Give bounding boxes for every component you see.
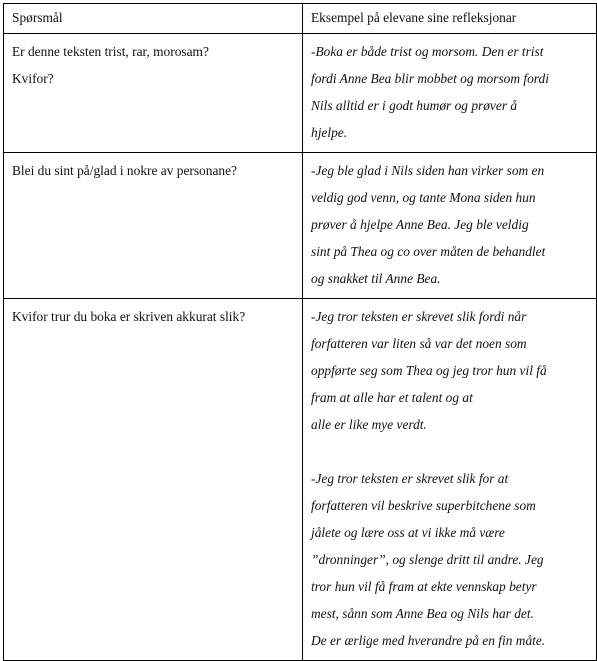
answer-text-line: forfatteren vil beskrive superbitchene som — [311, 498, 536, 513]
question-text-line: Kvifor? — [12, 71, 54, 86]
answer-text-line: De er ærlige med hverandre på en fin måte. — [311, 633, 546, 648]
answer-text-line: forfatteren var liten så var det noen som — [311, 336, 527, 351]
answer-text-line: og snakket til Anne Bea. — [311, 271, 441, 286]
answer-text-line: prøver å hjelpe Anne Bea. Jeg ble veldig — [311, 217, 529, 232]
answer-text-line: sint på Thea og co over måten de behandlet — [311, 244, 546, 259]
answer-cell — [303, 299, 597, 661]
answer-text-line: hjelpe. — [311, 125, 348, 140]
answer-text-line: ”dronninger”, og slenge dritt til andre. Jeg — [311, 552, 544, 567]
answer-text-line: -Jeg tror teksten er skrevet slik fordi når — [311, 309, 527, 324]
answer-cell — [303, 34, 597, 153]
answer-text-line: alle er like mye verdt. — [311, 417, 427, 432]
answer-text-line: oppførte seg som Thea og jeg tror hun vil få — [311, 363, 547, 378]
answer-text-line: tror hun vil få fram at ekte vennskap betyr — [311, 579, 537, 594]
answer-text-line: -Boka er både trist og morsom. Den er trist — [311, 44, 544, 59]
question-cell — [4, 34, 303, 153]
table-row — [4, 34, 597, 153]
reflection-table — [3, 3, 597, 661]
table-body — [4, 34, 597, 661]
answer-text-line: fram at alle har et talent og at — [311, 390, 473, 405]
table-row — [4, 299, 597, 661]
header-example: Eksempel på elevane sine refleksjonar — [303, 4, 597, 34]
question-text-line: Kvifor trur du boka er skriven akkurat slik? — [12, 309, 246, 324]
answer-text-line: -Jeg tror teksten er skrevet slik for at — [311, 471, 509, 486]
answer-text-line: Nils alltid er i godt humør og prøver å — [311, 98, 518, 113]
header-question: Spørsmål — [4, 4, 303, 34]
answer-text-line: veldig god venn, og tante Mona siden hun — [311, 190, 536, 205]
question-cell — [4, 299, 303, 661]
paragraph-gap — [311, 438, 589, 465]
question-text-line: Er denne teksten trist, rar, morosam? — [12, 44, 209, 59]
answer-text-line: jålete og lære oss at vi ikke må være — [311, 525, 505, 540]
answer-cell — [303, 153, 597, 299]
answer-text-line: mest, sånn som Anne Bea og Nils har det. — [311, 606, 534, 621]
table-header-row — [4, 4, 597, 34]
table-row — [4, 153, 597, 299]
question-text-line: Blei du sint på/glad i nokre av personane? — [12, 163, 237, 178]
answer-text-line: fordi Anne Bea blir mobbet og morsom fordi — [311, 71, 549, 86]
question-cell — [4, 153, 303, 299]
answer-text-line: -Jeg ble glad i Nils siden han virker som en — [311, 163, 545, 178]
